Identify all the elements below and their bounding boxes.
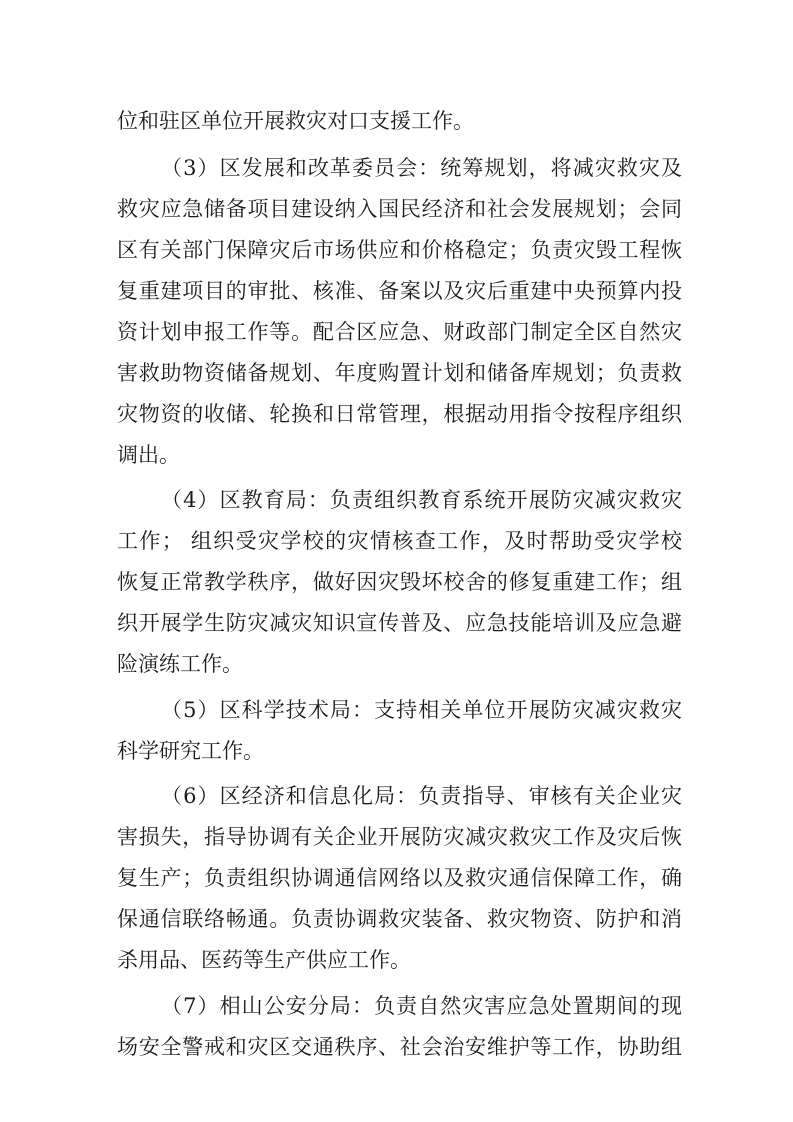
- p5-line-2: 科学研究工作。: [117, 739, 264, 763]
- p7-line-1: （7）相山公安分局：负责自然灾害应急处置期间的现: [161, 994, 682, 1018]
- p3-line-3: 区有关部门保障灾后市场供应和价格稳定；负责灾毁工程恢: [117, 238, 682, 262]
- p6-line-2: 害损失，指导协调有关企业开展防灾减灾救灾工作及灾后恢: [117, 825, 682, 849]
- p5-line-1: （5）区科学技术局：支持相关单位开展防灾减灾救灾: [161, 698, 682, 722]
- p4-line-4: 织开展学生防灾减灾知识宣传普及、应急技能培训及应急避: [117, 611, 682, 635]
- p6-line-1: （6）区经济和信息化局：负责指导、审核有关企业灾: [161, 784, 682, 808]
- p3-line-8: 调出。: [117, 443, 180, 467]
- p6-line-3: 复生产；负责组织协调通信网络以及救灾通信保障工作，确: [117, 866, 682, 890]
- p4-line-5: 险演练工作。: [117, 652, 243, 676]
- p4-line-2: 工作； 组织受灾学校的灾情核查工作，及时帮助受灾学校: [117, 529, 682, 553]
- p3-line-2: 救灾应急储备项目建设纳入国民经济和社会发展规划；会同: [117, 197, 682, 221]
- p3-line-6: 害救助物资储备规划、年度购置计划和储备库规划；负责救: [117, 361, 682, 385]
- p4-line-3: 恢复正常教学秩序，做好因灾毁坏校舍的修复重建工作；组: [117, 570, 682, 594]
- p4-line-1: （4）区教育局：负责组织教育系统开展防灾减灾救灾: [161, 488, 682, 512]
- p3-line-1: （3）区发展和改革委员会：统筹规划，将减灾救灾及: [161, 156, 682, 180]
- p3-line-5: 资计划申报工作等。配合区应急、财政部门制定全区自然灾: [117, 320, 682, 344]
- p3-line-4: 复重建项目的审批、核准、备案以及灾后重建中央预算内投: [117, 279, 682, 303]
- p6-line-5: 杀用品、医药等生产供应工作。: [117, 948, 411, 972]
- p0-line-1: 位和驻区单位开展救灾对口支援工作。: [117, 109, 474, 133]
- p6-line-4: 保通信联络畅通。负责协调救灾装备、救灾物资、防护和消: [117, 907, 682, 931]
- p7-line-2: 场安全警戒和灾区交通秩序、社会治安维护等工作，协助组: [117, 1035, 682, 1059]
- p3-line-7: 灾物资的收储、轮换和日常管理，根据动用指令按程序组织: [117, 402, 682, 426]
